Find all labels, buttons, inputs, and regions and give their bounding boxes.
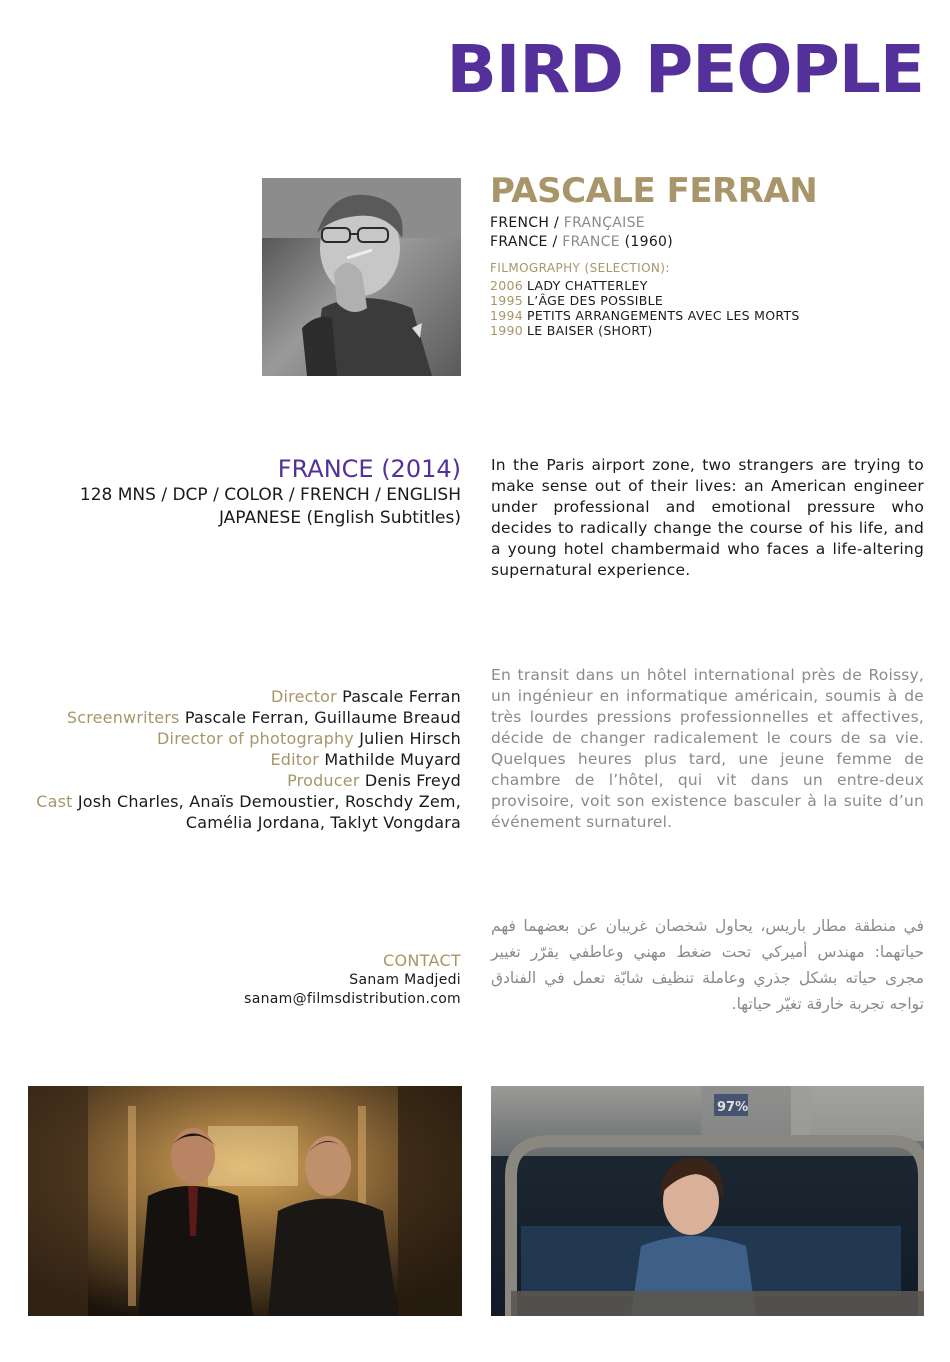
filmography-item bbox=[490, 323, 800, 338]
country-en: FRANCE bbox=[490, 234, 548, 250]
filmography-title: LADY CHATTERLEY bbox=[527, 278, 648, 293]
credits bbox=[21, 686, 461, 833]
credit-label: Director of photography bbox=[157, 729, 354, 748]
synopsis-english: In the Paris airport zone, two strangers are trying to make sense out of their lives: an American engineer under professional and emotional pressure who decides to radically change the course of his life, and a young hotel chambermaid who faces a life-altering supernatural experience. bbox=[491, 456, 924, 579]
synopsis-french: En transit dans un hôtel international près de Roissy, un ingénieur en informatique américain, soumis à de très lourdes pressions professionnelles et affectives, décide de changer radicalement le cours de sa vie. Quelques heures plus tard, une jeune femme de chambre de l’hôtel, qui vit dans un entre-deux provisoire, voit son existence basculer à la suite d’un événement surnaturel. bbox=[491, 666, 924, 831]
filmography-title: LE BAISER (SHORT) bbox=[527, 323, 653, 338]
separator: / bbox=[549, 215, 564, 231]
nationality-en: FRENCH bbox=[490, 215, 550, 231]
credit-director bbox=[21, 686, 461, 707]
credit-cast-cont bbox=[21, 812, 461, 833]
film-title: BIRD PEOPLE bbox=[446, 31, 924, 108]
credit-dop bbox=[21, 728, 461, 749]
filmography-item bbox=[490, 278, 800, 293]
nationality-fr: FRANÇAISE bbox=[563, 215, 645, 231]
filmography-list bbox=[490, 278, 800, 338]
contact-email[interactable]: sanam@filmsdistribution.com bbox=[244, 991, 461, 1007]
country-fr: FRANCE bbox=[562, 234, 620, 250]
director-nationality bbox=[490, 214, 645, 232]
credit-value: Julien Hirsch bbox=[359, 729, 461, 748]
credit-label: Editor bbox=[270, 750, 320, 769]
contact-name: Sanam Madjedi bbox=[349, 972, 461, 988]
filmography-title: PETITS ARRANGEMENTS AVEC LES MORTS bbox=[527, 308, 800, 323]
credit-value: Camélia Jordana, Taklyt Vongdara bbox=[185, 813, 461, 832]
filmography-item bbox=[490, 293, 800, 308]
contact-label: CONTACT bbox=[383, 951, 461, 970]
credit-value: Josh Charles, Anaïs Demoustier, Roschdy Zem, bbox=[77, 792, 461, 811]
credit-label: Producer bbox=[287, 771, 360, 790]
credit-label: Cast bbox=[36, 792, 73, 811]
filmography-year: 1990 bbox=[490, 323, 524, 338]
filmography-year: 1995 bbox=[490, 293, 524, 308]
credit-value: Pascale Ferran, Guillaume Breaud bbox=[184, 708, 461, 727]
credit-editor bbox=[21, 749, 461, 770]
director-portrait bbox=[262, 178, 461, 376]
credit-screenwriters bbox=[21, 707, 461, 728]
film-specs-line2: JAPANESE (English Subtitles) bbox=[218, 508, 461, 528]
credit-value: Denis Freyd bbox=[364, 771, 461, 790]
filmography-heading: FILMOGRAPHY (SELECTION): bbox=[490, 261, 670, 275]
credit-label: Screenwriters bbox=[66, 708, 180, 727]
train-sign-text: 97% bbox=[717, 1100, 749, 1115]
filmography-item bbox=[490, 308, 800, 323]
contact-block bbox=[244, 951, 461, 1009]
director-name: PASCALE FERRAN bbox=[490, 171, 818, 211]
film-still-hotel-lobby bbox=[28, 1086, 462, 1316]
credit-value: Mathilde Muyard bbox=[324, 750, 461, 769]
credit-label: Director bbox=[270, 687, 337, 706]
filmography-year: 2006 bbox=[490, 278, 524, 293]
birth-year: (1960) bbox=[624, 234, 674, 250]
film-still-train-window bbox=[491, 1086, 924, 1316]
separator: / bbox=[547, 234, 563, 250]
filmography-title: L’ÂGE DES POSSIBLE bbox=[527, 293, 664, 308]
filmography-year: 1994 bbox=[490, 308, 524, 323]
credit-producer bbox=[21, 770, 461, 791]
director-country bbox=[490, 233, 673, 251]
film-specs-line1: 128 MNS / DCP / COLOR / FRENCH / ENGLISH bbox=[79, 485, 461, 505]
synopsis-arabic: في منطقة مطار باريس، يحاول شخصان غريبان عن بعضهما فهم حياتهما: مهندس أميركي تحت ضغط مهني وعاطفي يقرّر تغيير مجرى حياته بشكل جذري وعاملة تنظيف شابّة تعمل في الفنادق تواجه تجربة خارقة تغيّر حياتها. bbox=[491, 917, 924, 1013]
film-country-year: FRANCE (2014) bbox=[277, 455, 461, 483]
credit-cast bbox=[21, 791, 461, 812]
credit-value: Pascale Ferran bbox=[342, 687, 461, 706]
